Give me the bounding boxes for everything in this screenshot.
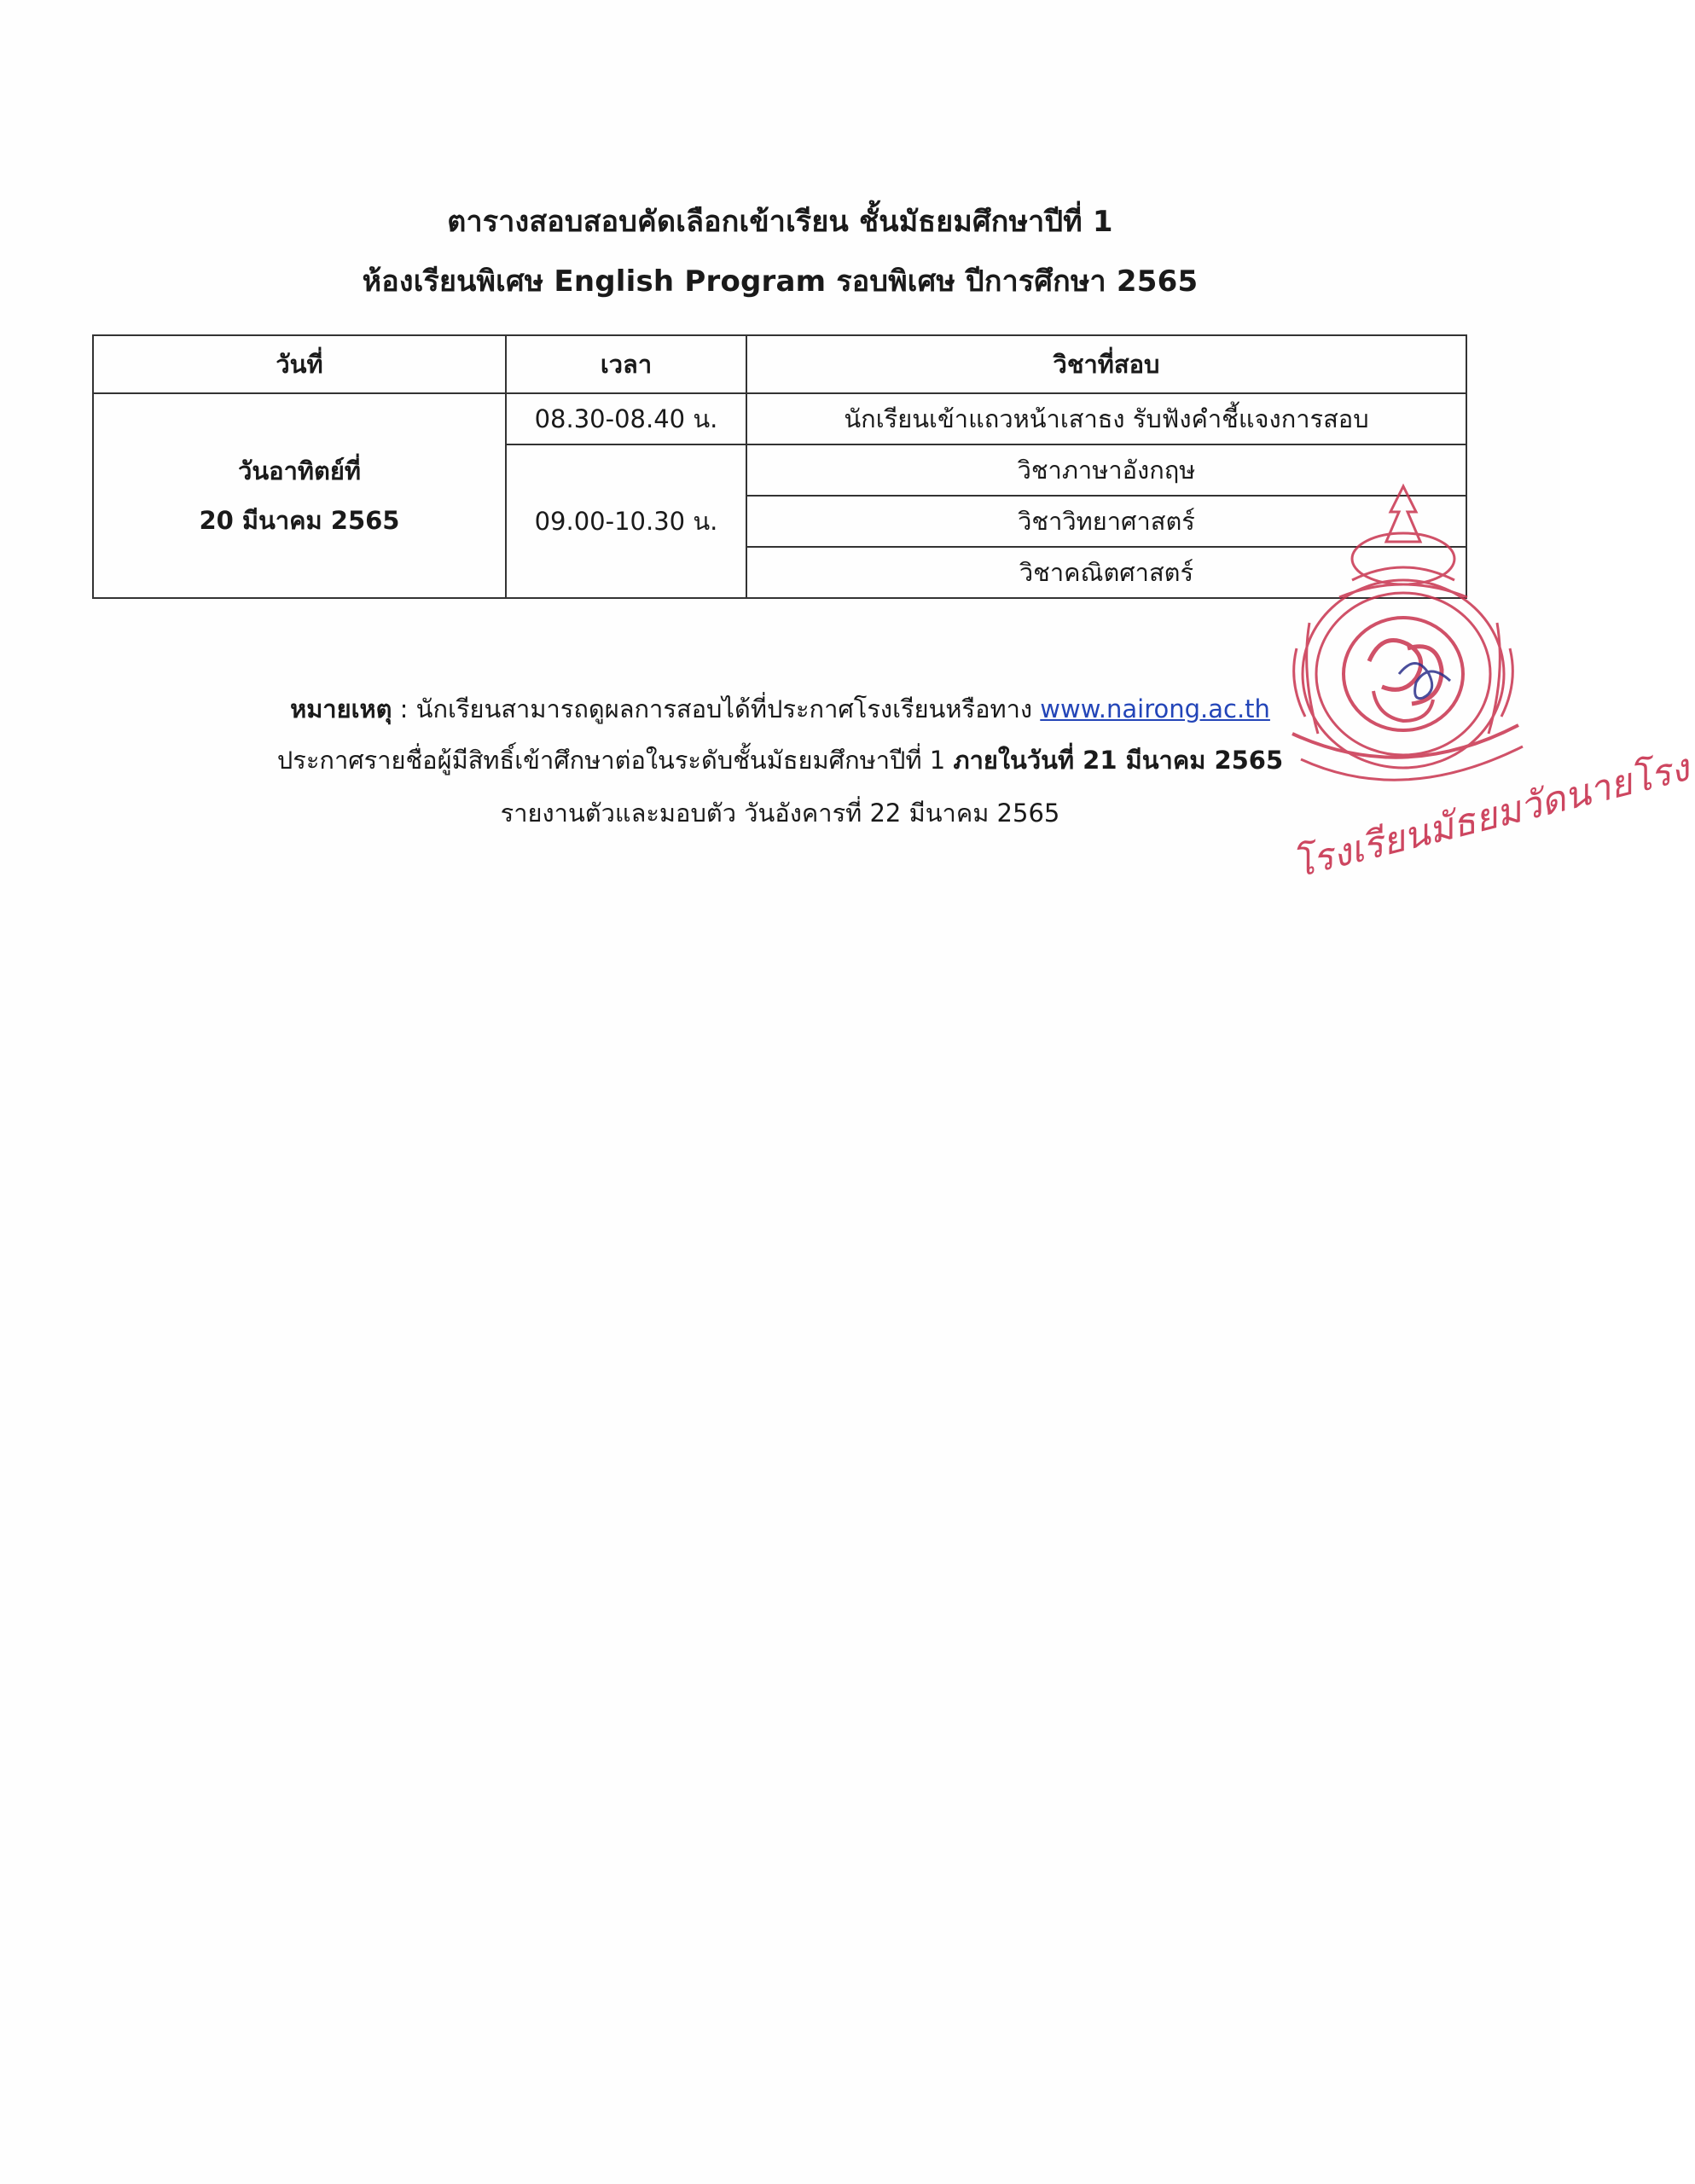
- document-title-line1: ตารางสอบสอบคัดเลือกเข้าเรียน ชั้นมัธยมศึกษาปีที่ 1: [447, 205, 1113, 239]
- note-label: หมายเหตุ: [290, 694, 392, 723]
- seal-text: โรงเรียนมัธยมวัดนายโรง: [1288, 746, 1694, 887]
- exam-date-day: วันอาทิตย์ที่: [238, 456, 361, 485]
- announcement-date: ภายในวันที่ 21 มีนาคม 2565: [953, 746, 1284, 775]
- note-line3: รายงานตัวและมอบตัว วันอังคารที่ 22 มีนาคม 2565: [500, 799, 1060, 828]
- subject-cell: วิชาคณิตศาสตร์: [746, 547, 1466, 598]
- header-date: วันที่: [93, 335, 506, 393]
- header-subject: วิชาที่สอบ: [746, 335, 1466, 393]
- time-cell: 09.00-10.30 น.: [506, 444, 746, 598]
- school-seal-icon: [1280, 478, 1694, 887]
- exam-schedule-table: [92, 334, 1467, 599]
- document-title-line2: ห้องเรียนพิเศษ English Program รอบพิเศษ ปีการศึกษา 2565: [362, 264, 1199, 299]
- note-line2-text: ประกาศรายชื่อผู้มีสิทธิ์เข้าศึกษาต่อในระดับชั้นมัธยมศึกษาปีที่ 1: [276, 746, 954, 775]
- seal-emblem: [1280, 478, 1527, 802]
- subject-cell: วิชาวิทยาศาสตร์: [746, 496, 1466, 547]
- subject-cell: นักเรียนเข้าแถวหน้าเสาธง รับฟังคำชี้แจงการสอบ: [746, 393, 1466, 444]
- header-time: เวลา: [506, 335, 746, 393]
- table-row: [93, 393, 1466, 444]
- school-website-link[interactable]: www.nairong.ac.th: [1040, 694, 1270, 723]
- table-header-row: [93, 335, 1466, 393]
- note-line1-text: นักเรียนสามารถดูผลการสอบได้ที่ประกาศโรงเรียนหรือทาง: [415, 694, 1041, 723]
- time-cell: 08.30-08.40 น.: [506, 393, 746, 444]
- exam-date-full: 20 มีนาคม 2565: [199, 506, 400, 535]
- subject-cell: วิชาภาษาอังกฤษ: [746, 444, 1466, 496]
- exam-date-cell: [93, 393, 506, 598]
- note-colon: :: [392, 694, 416, 723]
